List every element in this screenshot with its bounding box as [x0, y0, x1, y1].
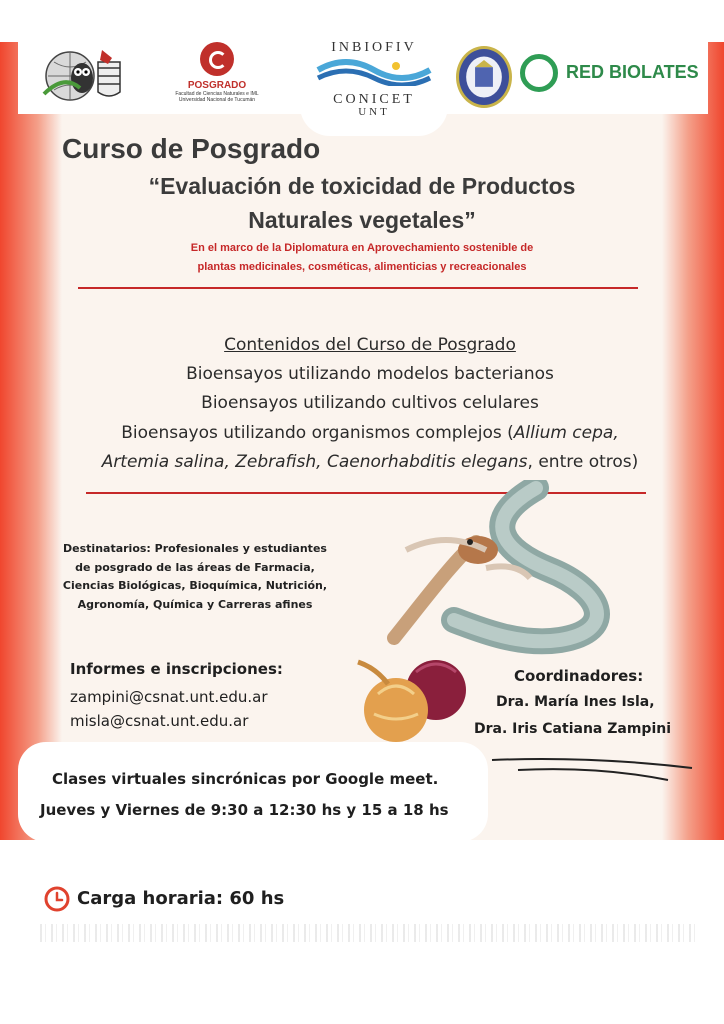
posgrado-logo — [172, 42, 262, 112]
university-seal-logo — [456, 46, 512, 108]
coordinators-title: Coordinadores: — [514, 667, 644, 685]
contents-item-bacterial: Bioensayos utilizando modelos bacterianos — [186, 364, 554, 384]
decorative-scribble — [488, 752, 698, 782]
contents-item3-species: Allium cepa, — [513, 423, 619, 443]
workload-hours: Carga horaria: 60 hs — [77, 888, 285, 909]
course-heading: Curso de Posgrado — [62, 133, 321, 164]
schedule-box — [18, 742, 488, 842]
posgrado-mark-icon — [200, 42, 234, 76]
info-title: Informes e inscripciones: — [70, 660, 283, 678]
course-title-line1: “Evaluación de toxicidad de Productos — [148, 173, 576, 199]
unt-label: UNT — [358, 106, 390, 118]
course-subtitle-line1: En el marco de la Diplomatura en Aprovechamiento sostenible de — [190, 242, 534, 254]
coordinator-zampini: Dra. Iris Catiana Zampini — [474, 721, 672, 737]
red-biolates-name: RED BIOLATES — [566, 62, 699, 82]
clock-icon — [43, 885, 71, 913]
contents-item-cell-cultures: Bioensayos utilizando cultivos celulares — [201, 393, 539, 413]
inbiofiv-conicet-logo — [300, 32, 448, 136]
red-biolates-logo — [520, 54, 710, 94]
posgrado-name: POSGRADO — [187, 80, 247, 91]
divider-top — [78, 287, 638, 289]
audience-description: Destinatarios: Profesionales y estudiantes de posgrado de las áreas de Farmacia, Ciencias Biológicas, Bioquímica, Nutrición, Agronomía, Química y Carreras afines — [62, 542, 328, 611]
artemia-illustration — [386, 528, 536, 648]
schedule-line-virtual: Clases virtuales sincrónicas por Google meet. — [52, 770, 439, 788]
info-email-zampini[interactable]: zampini@csnat.unt.edu.ar — [70, 688, 268, 706]
contents-item4-species: Artemia salina, Zebrafish, Caenorhabditis elegans — [101, 452, 528, 472]
inbiofiv-label: INBIOFIV — [331, 40, 417, 55]
coordinator-isla: Dra. María Ines Isla, — [496, 694, 655, 710]
course-title-line2: Naturales vegetales” — [248, 207, 476, 233]
contents-item3-prefix: Bioensayos utilizando organismos complejos ( — [121, 423, 514, 443]
info-email-isla[interactable]: misla@csnat.unt.edu.ar — [70, 712, 249, 730]
contents-item4-suffix: , entre otros) — [527, 452, 639, 472]
owl-emblem-logo — [40, 44, 130, 108]
waves-flag-icon — [314, 56, 434, 86]
posgrado-faculty: Facultad de Ciencias Naturales e IML — [175, 91, 259, 97]
contents-item-species-list — [0, 452, 724, 472]
faded-text-noise — [40, 924, 700, 942]
red-biolates-ring-icon — [520, 54, 558, 92]
contents-title: Contenidos del Curso de Posgrado — [224, 335, 516, 355]
onion-illustration — [344, 654, 474, 746]
conicet-label: CONICET — [333, 92, 415, 107]
schedule-line-days: Jueves y Viernes de 9:30 a 12:30 hs y 15 a 18 hs — [40, 801, 449, 819]
course-subtitle-line2: plantas medicinales, cosméticas, alimenticias y recreacionales — [197, 261, 527, 273]
posgrado-university: Universidad Nacional de Tucumán — [178, 97, 256, 103]
contents-item-complex-organisms — [0, 423, 724, 443]
